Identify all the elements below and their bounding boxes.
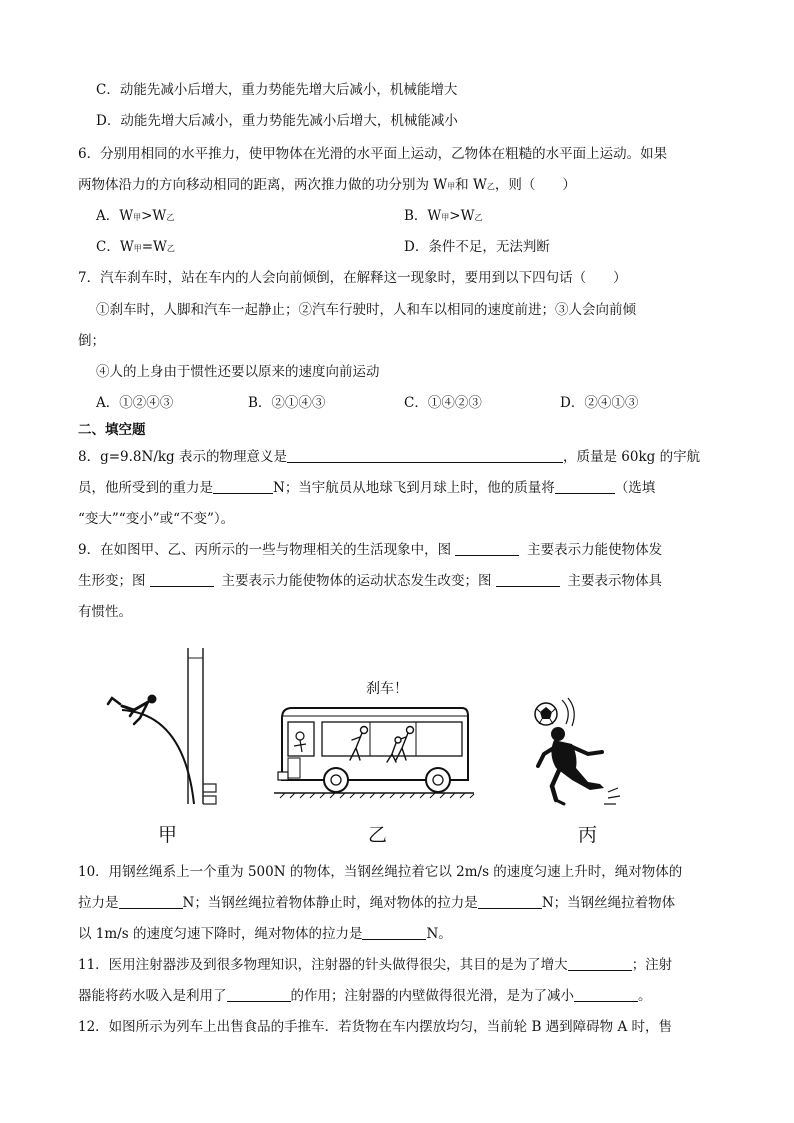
q9-line2: 生形变；图 主要表示力能使物体的运动状态发生改变；图 主要表示物体具 [78, 573, 662, 589]
q6-option-c: C．W甲=W乙 [96, 239, 175, 255]
q6-stem-line1: 6．分别用相同的水平推力，使甲物体在光滑的水平面上运动，乙物体在粗糙的水平面上运动。如果 [78, 146, 668, 162]
q11-line2: 器能将药水吸入是利用了 的作用；注射器的内壁做得很光滑，是为了减小 。 [78, 988, 652, 1004]
q6-option-d: D．条件不足，无法判断 [404, 239, 550, 255]
q12-line1: 12．如图所示为列车上出售食品的手推车．若货物在车内摆放均匀，当前轮 B 遇到障碍物 A 时，售 [78, 1019, 673, 1035]
q10-line2: 拉力是 N；当钢丝绳拉着物体静止时，绳对物体的拉力是 N；当钢丝绳拉着物体 [78, 895, 676, 911]
q6-option-b: B．W甲>W乙 [404, 208, 483, 224]
q7-statement-3: ④人的上身由于惯性还要以原来的速度向前运动 [96, 364, 380, 380]
q11-blank-2[interactable] [227, 987, 291, 1002]
q7-stem: 7．汽车刹车时，站在车内的人会向前倾倒，在解释这一现象时，要用到以下四句话（ ） [78, 270, 627, 286]
q11-blank-3[interactable] [574, 987, 638, 1002]
q8-blank-2[interactable] [213, 479, 273, 494]
figure-pole-vault [104, 644, 228, 812]
q10-blank-3[interactable] [362, 925, 426, 940]
q10-line3: 以 1m/s 的速度匀速下降时，绳对物体的拉力是 N。 [78, 926, 452, 942]
q7-statement-1: ①刹车时，人脚和汽车一起静止；②汽车行驶时，人和车以相同的速度前进；③人会向前倾 [96, 302, 636, 318]
q11-blank-1[interactable] [568, 956, 632, 971]
brake-caption: 刹车！ [366, 681, 408, 697]
q9-blank-2[interactable] [150, 572, 214, 587]
q8-blank-1[interactable] [287, 448, 563, 463]
q10-blank-2[interactable] [478, 894, 542, 909]
q7-option-b: B．②①④③ [248, 395, 326, 411]
figure-header-soccer [520, 694, 644, 812]
q11-line1: 11．医用注射器涉及到很多物理知识，注射器的针头做得很尖，其目的是为了增大 ；注射 [78, 957, 673, 973]
q5-option-c: C．动能先减小后增大，重力势能先增大后减小，机械能增大 [96, 82, 458, 98]
figure-label-jia: 甲 [158, 824, 178, 846]
q8-line2: 员，他所受到的重力是 N；当宇航员从地球飞到月球上时，他的质量将 （选填 [78, 480, 656, 496]
q10-blank-1[interactable] [119, 894, 183, 909]
q10-line1: 10．用钢丝绳系上一个重为 500N 的物体，当钢丝绳拉着它以 2m/s 的速度匀速上升时，绳对物体的 [78, 864, 683, 880]
figure-label-bing: 丙 [578, 824, 598, 846]
q9-line3: 有惯性。 [78, 604, 132, 620]
q7-option-c: C．①④②③ [404, 395, 482, 411]
q6-option-a: A．W甲>W乙 [96, 208, 175, 224]
section-heading: 二、填空题 [78, 422, 146, 438]
q8-line1: 8．g=9.8N/kg 表示的物理意义是 ，质量是 60kg 的宇航 [78, 449, 701, 465]
q8-line3: “变大”“变小”或“不变”）。 [78, 511, 235, 527]
q7-option-d: D．②④①③ [560, 395, 639, 411]
q7-statement-2: 倒； [78, 333, 105, 349]
figure-label-yi: 乙 [368, 824, 388, 846]
q9-line1: 9．在如图甲、乙、丙所示的一些与物理相关的生活现象中，图 主要表示力能使物体发 [78, 542, 663, 558]
q6-stem-line2: 两物体沿力的方向移动相同的距离，两次推力做的功分别为 W甲和 W乙，则（ ） [78, 177, 576, 193]
q8-blank-3[interactable] [555, 479, 615, 494]
q9-blank-3[interactable] [496, 572, 560, 587]
figure-bus [270, 700, 476, 804]
q7-option-a: A．①②④③ [96, 395, 174, 411]
q9-blank-1[interactable] [455, 541, 519, 556]
q5-option-d: D．动能先增大后减小，重力势能先减小后增大，机械能减小 [96, 113, 458, 129]
